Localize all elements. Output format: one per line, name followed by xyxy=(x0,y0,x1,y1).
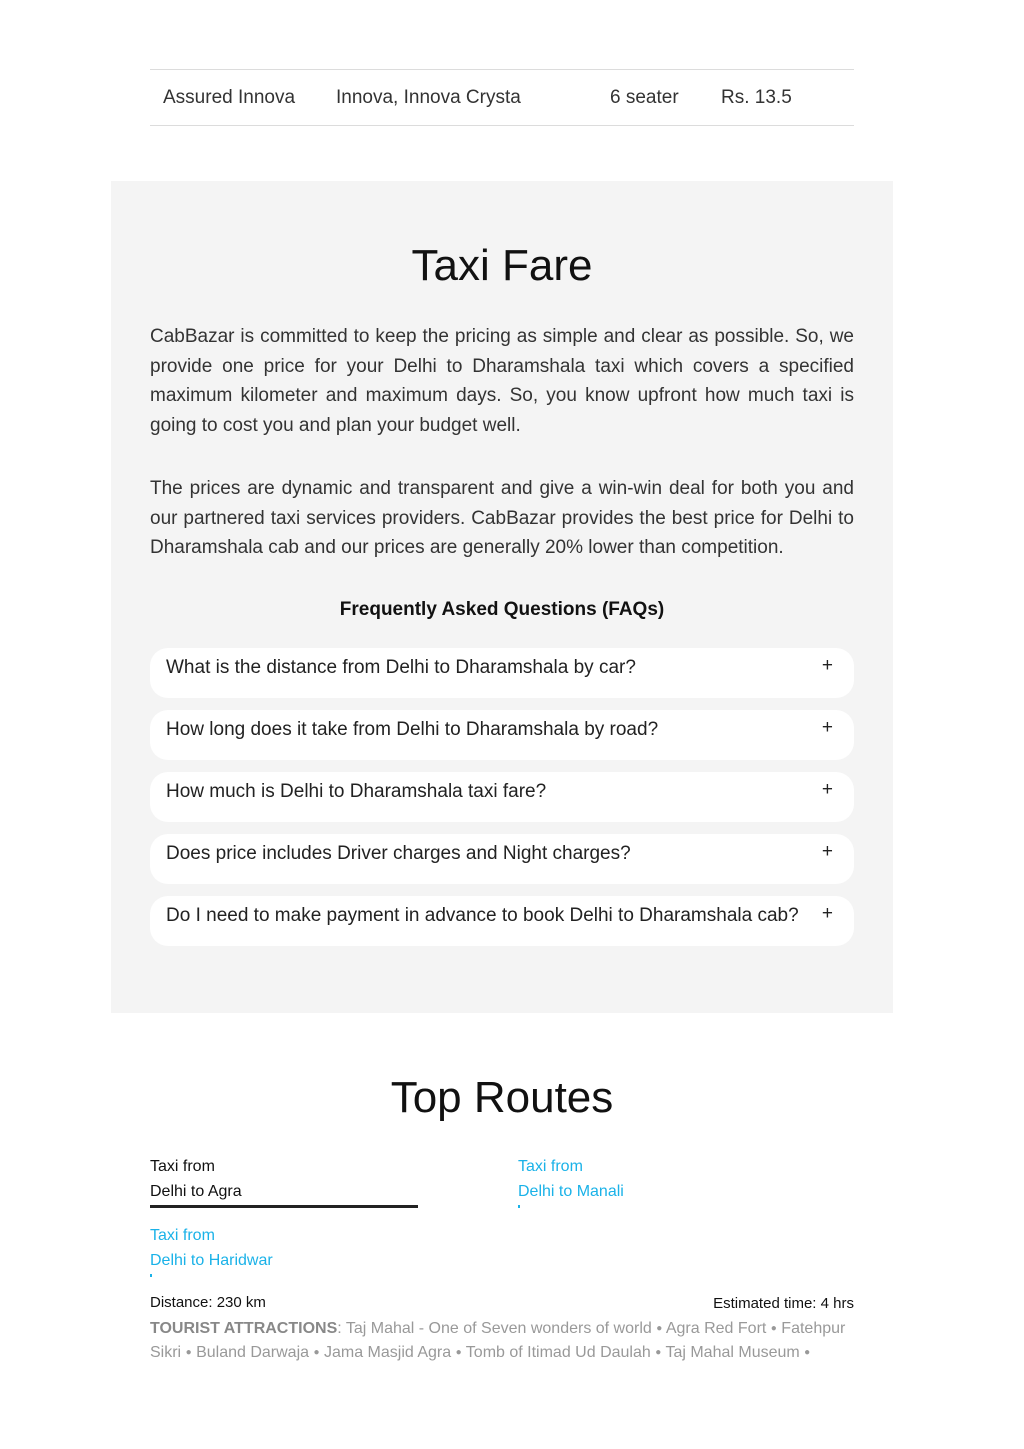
faq-question: Do I need to make payment in advance to book Delhi to Dharamshala cab? xyxy=(166,905,799,926)
taxi-fare-section xyxy=(111,181,893,1013)
route-estimated-time xyxy=(713,1295,854,1312)
route-tab-line2: Delhi to Haridwar xyxy=(150,1252,273,1269)
tab-underline xyxy=(518,1205,520,1208)
active-tab-underline xyxy=(150,1205,418,1208)
attraction-item: Jama Masjid Agra xyxy=(323,1344,452,1361)
route-distance xyxy=(150,1294,266,1311)
route-tab-delhi-haridwar[interactable] xyxy=(150,1223,418,1273)
faq-item-duration[interactable] xyxy=(150,710,854,760)
top-routes-title: Top Routes xyxy=(390,1073,614,1122)
distance-label: Distance: xyxy=(150,1294,213,1311)
time-value: 4 hrs xyxy=(820,1295,854,1312)
plus-icon[interactable]: + xyxy=(821,903,833,924)
bullet-icon: ● xyxy=(804,1347,811,1358)
faq-item-fare[interactable] xyxy=(150,772,854,822)
route-tab-line2: Delhi to Agra xyxy=(150,1183,242,1200)
bullet-icon: ● xyxy=(185,1347,192,1358)
faq-question: Does price includes Driver charges and Night charges? xyxy=(166,843,631,864)
attraction-item: Buland Darwaja xyxy=(196,1344,310,1361)
faq-question: How long does it take from Delhi to Dharamshala by road? xyxy=(166,719,659,740)
fare-category: Assured Innova xyxy=(163,87,296,108)
tourist-attractions: TOURIST ATTRACTIONS: Taj Mahal - One of Seven wonders of world ● Agra Red Fort ● Fatehpur Sikri ● Buland Darwaja ● Jama Masjid Agra ● Tomb of Itimad Ud Daulah ● Taj Mahal Museum ● xyxy=(150,1320,846,1361)
attraction-item: Agra Red Fort xyxy=(665,1320,767,1337)
fare-table-row xyxy=(150,69,854,126)
route-tab-line1: Taxi from xyxy=(150,1227,215,1244)
bullet-icon: ● xyxy=(655,1347,662,1358)
taxi-fare-paragraph-1: CabBazar is committed to keep the pricing as simple and clear as possible. So, we provide one price for your Delhi to Dharamshala taxi which covers a specified maximum kilometer and maximum days. So, you know upfront how much taxi is going to cost you and plan your budget well. xyxy=(150,326,854,436)
route-tab-delhi-agra[interactable] xyxy=(150,1154,418,1204)
taxi-fare-title: Taxi Fare xyxy=(411,241,593,290)
route-tab-line1: Taxi from xyxy=(518,1158,583,1175)
tab-underline xyxy=(150,1274,152,1277)
bullet-icon: ● xyxy=(656,1323,663,1334)
faq-heading: Frequently Asked Questions (FAQs) xyxy=(339,599,665,620)
taxi-fare-paragraph-2: The prices are dynamic and transparent and give a win-win deal for both you and our partnered taxi services providers. CabBazar provides the best price for Delhi to Dharamshala cab and our prices are generally 20% lower than competition. xyxy=(150,478,854,558)
route-tab-line2: Delhi to Manali xyxy=(518,1183,624,1200)
plus-icon[interactable]: + xyxy=(821,779,833,800)
attraction-item: Tomb of Itimad Ud Daulah xyxy=(465,1344,651,1361)
attraction-item: Taj Mahal - One of Seven wonders of world xyxy=(345,1320,652,1337)
plus-icon[interactable]: + xyxy=(821,655,833,676)
plus-icon[interactable]: + xyxy=(821,841,833,862)
fare-rate: Rs. 13.5 xyxy=(721,87,792,108)
faq-question: What is the distance from Delhi to Dharamshala by car? xyxy=(166,657,636,678)
attractions-label: TOURIST ATTRACTIONS xyxy=(150,1320,338,1337)
time-label: Estimated time: xyxy=(713,1295,817,1312)
attraction-item: Fatehpur Sikri xyxy=(150,1320,846,1361)
bullet-icon: ● xyxy=(770,1323,777,1334)
faq-item-charges[interactable] xyxy=(150,834,854,884)
faq-item-distance[interactable] xyxy=(150,648,854,698)
attraction-item: Taj Mahal Museum xyxy=(665,1344,800,1361)
plus-icon[interactable]: + xyxy=(821,717,833,738)
distance-value: 230 km xyxy=(216,1294,266,1311)
bullet-icon: ● xyxy=(455,1347,462,1358)
faq-item-advance-payment[interactable] xyxy=(150,896,854,946)
fare-capacity: 6 seater xyxy=(610,87,679,108)
bullet-icon: ● xyxy=(313,1347,320,1358)
route-tab-line1: Taxi from xyxy=(150,1158,215,1175)
faq-question: How much is Delhi to Dharamshala taxi fare? xyxy=(166,781,547,802)
fare-models: Innova, Innova Crysta xyxy=(336,87,521,108)
route-tab-delhi-manali[interactable] xyxy=(518,1154,786,1204)
